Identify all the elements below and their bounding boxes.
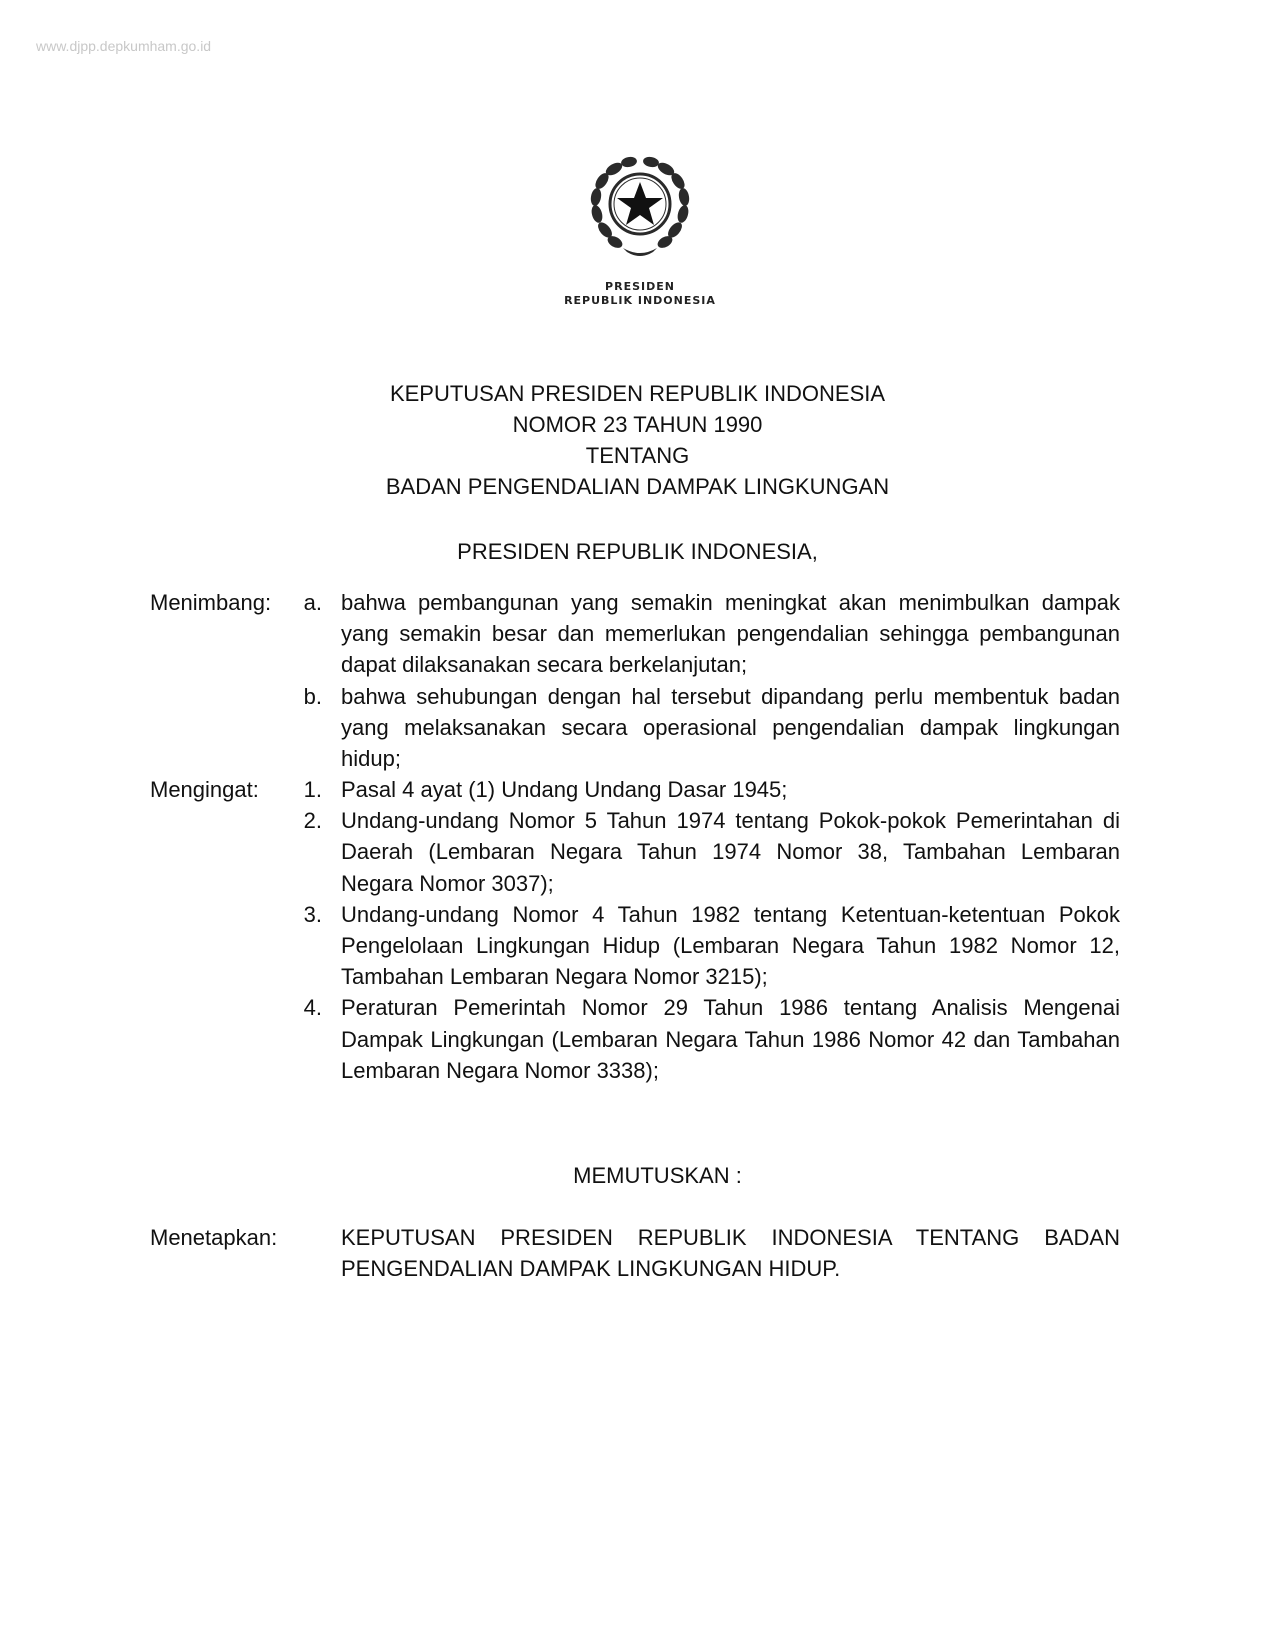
menetapkan-section	[0, 1222, 1275, 1284]
menimbang-section	[0, 587, 1275, 774]
mengingat-item-4	[0, 992, 1275, 1086]
menetapkan-text: KEPUTUSAN PRESIDEN REPUBLIK INDONESIA TENTANG BADAN PENGENDALIAN DAMPAK LINGKUNGAN HIDUP.	[341, 1225, 1120, 1282]
item-text: Undang-undang Nomor 4 Tahun 1982 tentang Ketentuan-ketentuan Pokok Pengelolaan Lingkungan Hidup (Lembaran Negara Tahun 1982 Nomor 12, Tambahan Lembaran Negara Nomor 3215);	[341, 901, 1120, 990]
menetapkan-label: Menetapkan:	[150, 1225, 278, 1250]
watermark: www.djpp.depkumham.go.id	[36, 38, 212, 54]
menimbang-item-a	[0, 587, 1275, 681]
document-title	[0, 378, 1275, 502]
emblem-caption	[500, 280, 780, 308]
mengingat-item-1	[0, 774, 1275, 805]
emblem-caption-line1: PRESIDEN	[605, 280, 675, 293]
title-line-2: NOMOR 23 TAHUN 1990	[512, 412, 763, 437]
item-marker: 2.	[303, 808, 322, 834]
item-text: bahwa sehubungan dengan hal tersebut dipandang perlu membentuk badan yang melaksanakan secara operasional pengendalian dampak lingkungan hidup;	[341, 683, 1120, 772]
menimbang-label: Menimbang:	[150, 590, 272, 615]
title-line-3: TENTANG	[585, 443, 690, 468]
mengingat-label: Mengingat:	[150, 777, 259, 802]
item-text: Pasal 4 ayat (1) Undang Undang Dasar 1945;	[341, 777, 788, 802]
presidential-seal-icon	[585, 152, 695, 262]
item-text: bahwa pembangunan yang semakin meningkat akan menimbulkan dampak yang semakin besar dan memerlukan pengendalian sehingga pembangunan dapat dilaksanakan secara berkelanjutan;	[341, 590, 1120, 678]
item-marker: 3.	[303, 901, 322, 927]
item-marker: 4.	[303, 995, 322, 1021]
item-marker: 1.	[303, 777, 322, 802]
item-text: Undang-undang Nomor 5 Tahun 1974 tentang Pokok-pokok Pemerintahan di Daerah (Lembaran Negara Tahun 1974 Nomor 38, Tambahan Lembaran Negara Nomor 3037);	[341, 808, 1120, 896]
mengingat-item-3	[0, 899, 1275, 993]
menimbang-item-b	[0, 681, 1275, 775]
item-marker: a.	[303, 590, 322, 615]
item-text: Peraturan Pemerintah Nomor 29 Tahun 1986 tentang Analisis Mengenai Dampak Lingkungan (Lembaran Negara Tahun 1986 Nomor 42 dan Tambahan Lembaran Negara Nomor 3338);	[341, 995, 1120, 1083]
president-line: PRESIDEN REPUBLIK INDONESIA,	[457, 539, 818, 564]
title-line-4: BADAN PENGENDALIAN DAMPAK LINGKUNGAN	[385, 474, 890, 499]
item-marker: b.	[303, 683, 322, 709]
menetapkan-item	[0, 1222, 1275, 1284]
title-line-1: KEPUTUSAN PRESIDEN REPUBLIK INDONESIA	[389, 381, 886, 406]
wreath-ribbon	[623, 248, 657, 256]
mengingat-section	[0, 774, 1275, 1086]
memutuskan-heading: MEMUTUSKAN :	[573, 1163, 742, 1188]
mengingat-item-2	[0, 805, 1275, 899]
emblem-caption-line2: REPUBLIK INDONESIA	[564, 294, 716, 307]
